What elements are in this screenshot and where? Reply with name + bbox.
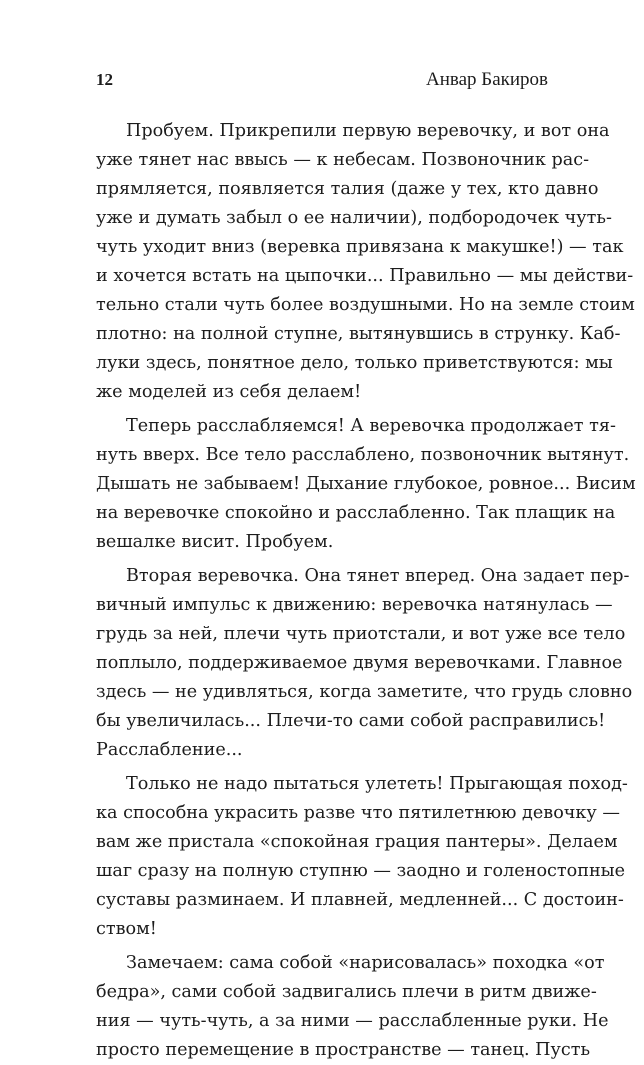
text-line: вешалке висит. Пробуем. (96, 532, 334, 552)
text-line: на веревочке спокойно и расслабленно. Так плащик на (96, 503, 616, 523)
text-line: нуть вверх. Все тело расслаблено, позвоночник вытянут. (96, 445, 630, 465)
text-line: чуть уходит вниз (веревка привязана к макушке!) — так (96, 237, 624, 257)
text-line: вичный импульс к движению: веревочка натянулась — (96, 595, 613, 615)
paragraph (96, 412, 636, 557)
paragraph (96, 117, 635, 407)
text-line: суставы разминаем. И плавней, медленней... С достоин- (96, 890, 624, 910)
text-line: же моделей из себя делаем! (96, 382, 362, 402)
text-line: Расслабление... (96, 740, 243, 760)
text-line: Только не надо пытаться улететь! Прыгающая поход- (126, 774, 628, 794)
paragraph (96, 949, 609, 1065)
text-line: Дышать не забываем! Дыхание глубокое, ровное... Висим (96, 474, 636, 494)
text-line: луки здесь, понятное дело, только приветствуются: мы (96, 353, 613, 373)
text-line: уже тянет нас ввысь — к небесам. Позвоночник рас- (96, 150, 590, 170)
text-line: шаг сразу на полную ступню — заодно и голеностопные (96, 861, 626, 881)
text-line: ством! (96, 919, 157, 939)
text-line: Замечаем: сама собой «нарисовалась» походка «от (126, 953, 605, 973)
paragraph (96, 562, 633, 765)
text-line: уже и думать забыл о ее наличии), подбородочек чуть- (96, 208, 612, 228)
text-line: тельно стали чуть более воздушными. Но на земле стоим (96, 295, 635, 315)
text-line: прямляется, появляется талия (даже у тех, кто давно (96, 179, 599, 199)
text-line: здесь — не удивляться, когда заметите, что грудь словно (96, 682, 633, 702)
text-line: и хочется встать на цыпочки... Правильно — мы действи- (96, 266, 634, 286)
text-line: бедра», сами собой задвигались плечи в ритм движе- (96, 982, 597, 1002)
text-line: вам же пристала «спокойная грация пантеры». Делаем (96, 832, 618, 852)
text-line: поплыло, поддерживаемое двумя веревочками. Главное (96, 653, 623, 673)
paragraph (96, 770, 628, 944)
text-line: бы увеличилась... Плечи-то сами собой расправились! (96, 711, 606, 731)
text-line: Теперь расслабляемся! А веревочка продолжает тя- (126, 416, 616, 436)
text-line: грудь за ней, плечи чуть приотстали, и вот уже все тело (96, 624, 626, 644)
text-line: просто перемещение в пространстве — танец. Пусть (96, 1040, 591, 1060)
text-line: Пробуем. Прикрепили первую веревочку, и вот она (126, 121, 610, 141)
body-text (96, 117, 636, 1065)
text-line: Вторая веревочка. Она тянет вперед. Она задает пер- (126, 566, 630, 586)
text-line: ка способна украсить разве что пятилетнюю девочку — (96, 803, 620, 823)
running-title: Анвар Бакиров (425, 69, 548, 90)
text-line: плотно: на полной ступне, вытянувшись в струнку. Каб- (96, 324, 621, 344)
page-number: 12 (96, 70, 113, 89)
text-line: ния — чуть-чуть, а за ними — расслабленные руки. Не (96, 1011, 609, 1031)
